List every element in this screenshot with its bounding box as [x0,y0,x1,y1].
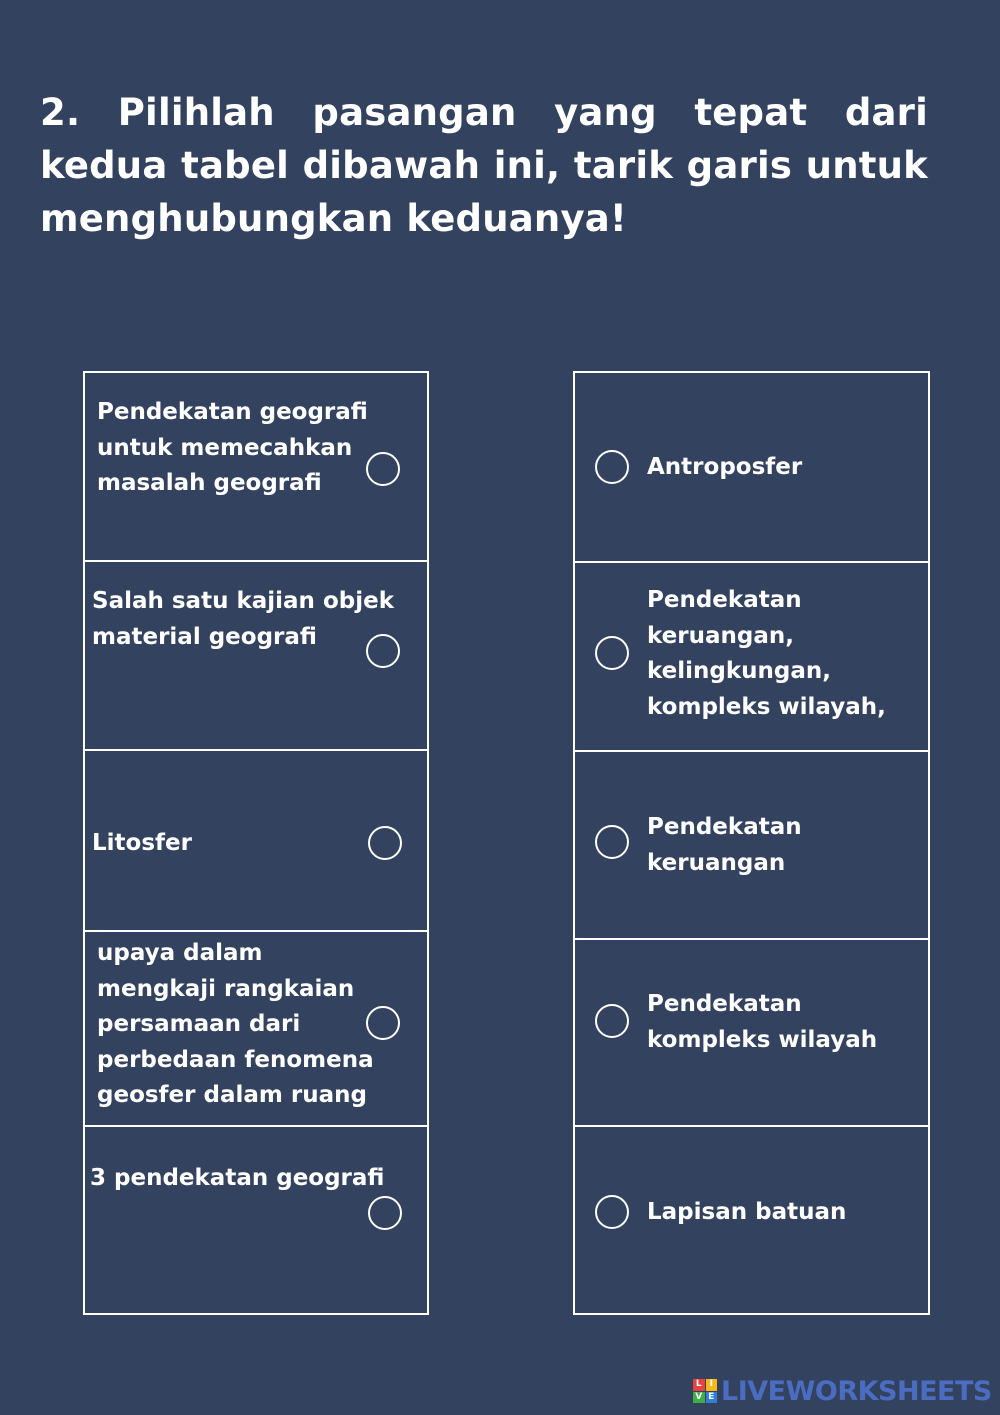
logo-letter-i: I [706,1379,718,1391]
right-item-2-text: Pendekatan keruangan, kelingkungan, kompleks wilayah, [647,587,886,720]
liveworksheets-logo [693,1376,992,1406]
right-item-3-connector-dot[interactable] [595,825,629,859]
left-item-2-text: Salah satu kajian objek material geografi [92,588,394,650]
right-column [573,371,930,1315]
right-item-4-connector-dot[interactable] [595,1004,629,1038]
right-item-1-connector-dot[interactable] [595,450,629,484]
question-text: 2. Pilihlah pasangan yang tepat dari kedua tabel dibawah ini, tarik garis untuk menghubungkan keduanya! [40,91,928,240]
right-item-5-text: Lapisan batuan [647,1199,847,1225]
right-item-3 [575,750,928,938]
left-column [83,371,429,1315]
left-item-2-connector-dot[interactable] [366,634,400,668]
left-item-1-text: Pendekatan geografi untuk memecahkan masalah geografi [97,399,368,496]
right-item-5-connector-dot[interactable] [595,1195,629,1229]
left-item-5-connector-dot[interactable] [368,1196,402,1230]
right-item-1 [575,373,928,561]
right-item-5 [575,1125,928,1313]
left-item-1-connector-dot[interactable] [366,452,400,486]
left-item-4-text: upaya dalam mengkaji rangkaian persamaan dari perbedaan fenomena geosfer dalam ruang [97,940,374,1108]
left-item-3-text: Litosfer [92,830,192,856]
left-item-5-text: 3 pendekatan geografi [90,1165,385,1191]
logo-letter-e: E [706,1392,718,1404]
left-item-3-connector-dot[interactable] [368,826,402,860]
liveworksheets-logo-text: LIVEWORKSHEETS [721,1375,992,1407]
left-item-2 [85,560,427,749]
liveworksheets-logo-icon [693,1379,717,1403]
right-item-2-connector-dot[interactable] [595,636,629,670]
left-item-5 [85,1125,427,1313]
right-item-4-text: Pendekatan kompleks wilayah [647,991,878,1053]
right-item-3-text: Pendekatan keruangan [647,814,802,876]
left-item-3 [85,749,427,930]
right-item-4 [575,938,928,1125]
logo-letter-v: V [693,1392,705,1404]
logo-letter-l: L [693,1379,705,1391]
right-item-2 [575,561,928,750]
left-item-4-connector-dot[interactable] [366,1006,400,1040]
left-item-1 [85,373,427,560]
left-item-4 [85,930,427,1125]
right-item-1-text: Antroposfer [647,454,803,480]
